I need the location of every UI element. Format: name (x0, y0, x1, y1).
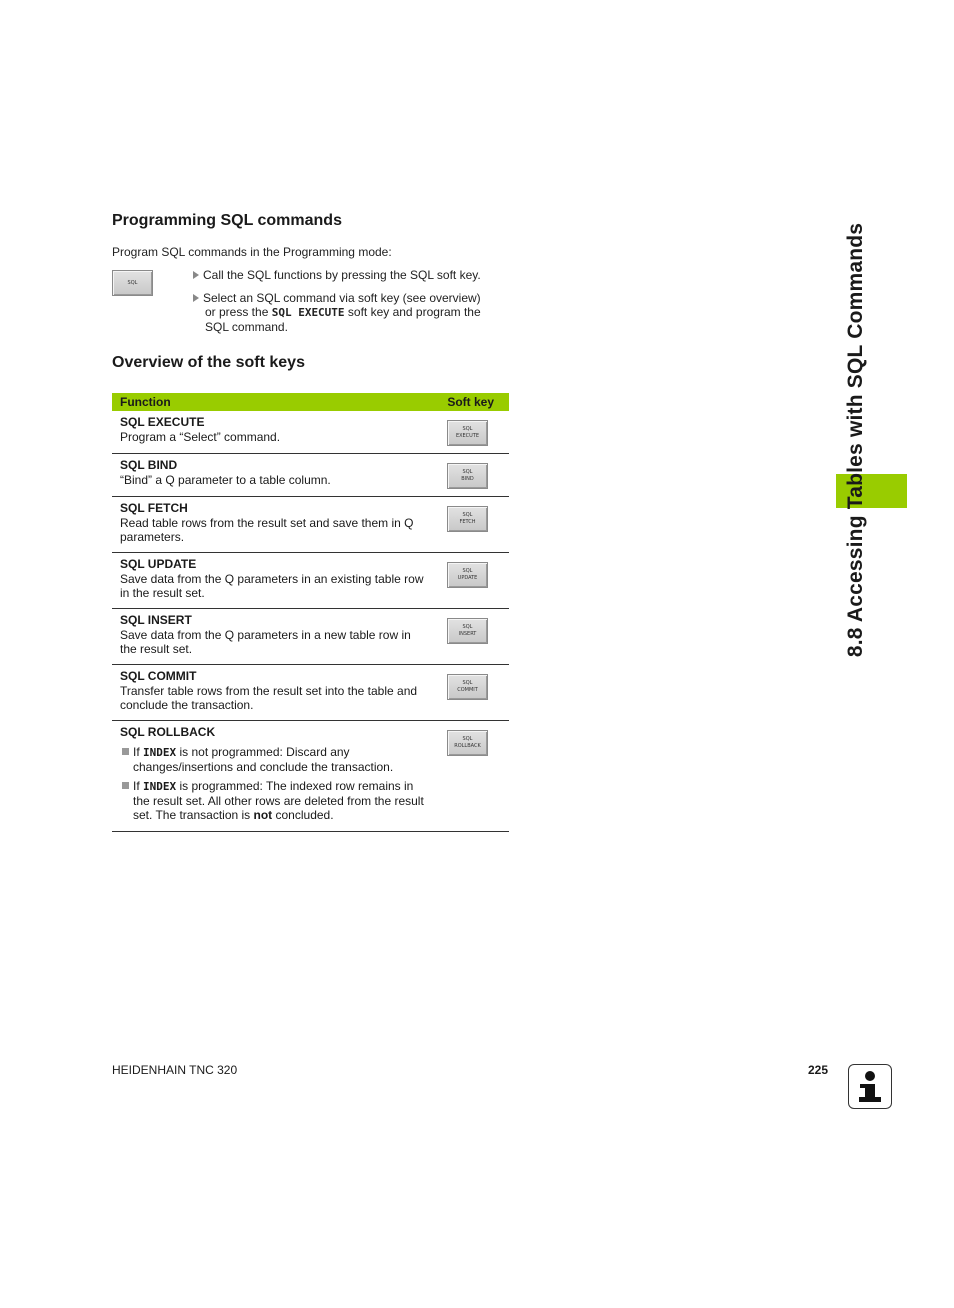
sql-softkey[interactable] (112, 270, 153, 296)
function-name: SQL COMMIT (120, 669, 197, 683)
footer-product: HEIDENHAIN TNC 320 (112, 1063, 238, 1077)
section-heading-overview: Overview of the soft keys (112, 354, 305, 371)
table-row (112, 497, 509, 553)
function-desc: Transfer table rows from the result set into the table and conclude the transaction. (120, 684, 418, 712)
function-desc: Read table rows from the result set and save them in Q parameters. (120, 516, 414, 544)
arrow-right-icon (193, 294, 199, 302)
function-desc: “Bind” a Q parameter to a table column. (120, 473, 331, 487)
table-row (112, 721, 509, 832)
function-name: SQL ROLLBACK (120, 725, 216, 739)
bullet-text: If (133, 745, 144, 759)
table-header (112, 393, 509, 411)
softkey-line1: SQL (462, 568, 473, 574)
square-bullet-icon (122, 748, 129, 755)
step-2 (193, 291, 513, 334)
table-row (112, 454, 509, 497)
index-code: INDEX (143, 780, 177, 793)
bullet-item (120, 745, 429, 774)
sql-update-softkey[interactable] (447, 562, 488, 588)
softkey-line1: SQL (462, 512, 473, 518)
sql-execute-softkey[interactable] (447, 420, 488, 446)
page-number: 225 (808, 1063, 829, 1077)
softkey-table (112, 393, 509, 832)
step-1 (193, 268, 513, 282)
softkey-line2: ROLLBACK (454, 743, 481, 749)
bullet-text: concluded. (272, 808, 334, 822)
step-1-text: Call the SQL functions by pressing the SQL soft key. (203, 268, 481, 282)
function-name: SQL BIND (120, 458, 178, 472)
softkey-line2: FETCH (459, 519, 476, 525)
sql-insert-softkey[interactable] (447, 618, 488, 644)
sql-fetch-softkey[interactable] (447, 506, 488, 532)
function-desc: Program a “Select” command. (120, 430, 281, 444)
step-2-line1: Select an SQL command via soft key (see overview) (203, 291, 481, 305)
bullet-text: is not programmed: Discard any changes/insertions and conclude the transaction. (133, 745, 394, 774)
bullet-item (120, 779, 429, 822)
softkey-line1: SQL (462, 680, 473, 686)
chapter-title-text: 8.8 Accessing Tables with SQL Commands (844, 222, 867, 658)
function-name: SQL FETCH (120, 501, 188, 515)
sql-commit-softkey[interactable] (447, 674, 488, 700)
function-name: SQL INSERT (120, 613, 192, 627)
table-row (112, 553, 509, 609)
softkey-line1: SQL (462, 426, 473, 432)
softkey-line2: UPDATE (457, 575, 478, 581)
table-row (112, 609, 509, 665)
sql-bind-softkey[interactable] (447, 463, 488, 489)
function-desc: Save data from the Q parameters in an existing table row in the result set. (120, 572, 424, 600)
step-2-line3: SQL command. (205, 320, 288, 334)
function-name: SQL UPDATE (120, 557, 197, 571)
softkey-line1: SQL (462, 736, 473, 742)
softkey-line2: COMMIT (457, 687, 478, 693)
softkey-line2: INSERT (458, 631, 477, 637)
sql-softkey-label: SQL (127, 279, 138, 286)
step-2-line2a: or press the (205, 305, 272, 319)
table-row (112, 411, 509, 454)
info-icon (848, 1064, 892, 1109)
bullet-text: is programmed: The indexed row remains in the result set. All other rows are deleted from the result set. The transaction is (133, 779, 424, 822)
step-2-line2c: soft key and program the (344, 305, 481, 319)
bold-not: not (253, 808, 273, 822)
bullet-text: If (133, 779, 144, 793)
index-code: INDEX (143, 746, 177, 759)
softkey-line2: BIND (461, 476, 474, 482)
softkey-line1: SQL (462, 469, 473, 475)
col-function: Function (120, 395, 171, 409)
softkey-line2: EXECUTE (455, 433, 480, 439)
function-name: SQL EXECUTE (120, 415, 205, 429)
softkey-line1: SQL (462, 624, 473, 630)
table-row (112, 665, 509, 721)
sql-execute-code: SQL EXECUTE (271, 306, 345, 319)
function-desc: Save data from the Q parameters in a new table row in the result set. (120, 628, 411, 656)
square-bullet-icon (122, 782, 129, 789)
intro-text: Program SQL commands in the Programming mode: (112, 245, 392, 259)
arrow-right-icon (193, 271, 199, 279)
section-heading-programming: Programming SQL commands (112, 212, 342, 229)
sql-rollback-softkey[interactable] (447, 730, 488, 756)
col-softkey: Soft key (447, 395, 494, 409)
